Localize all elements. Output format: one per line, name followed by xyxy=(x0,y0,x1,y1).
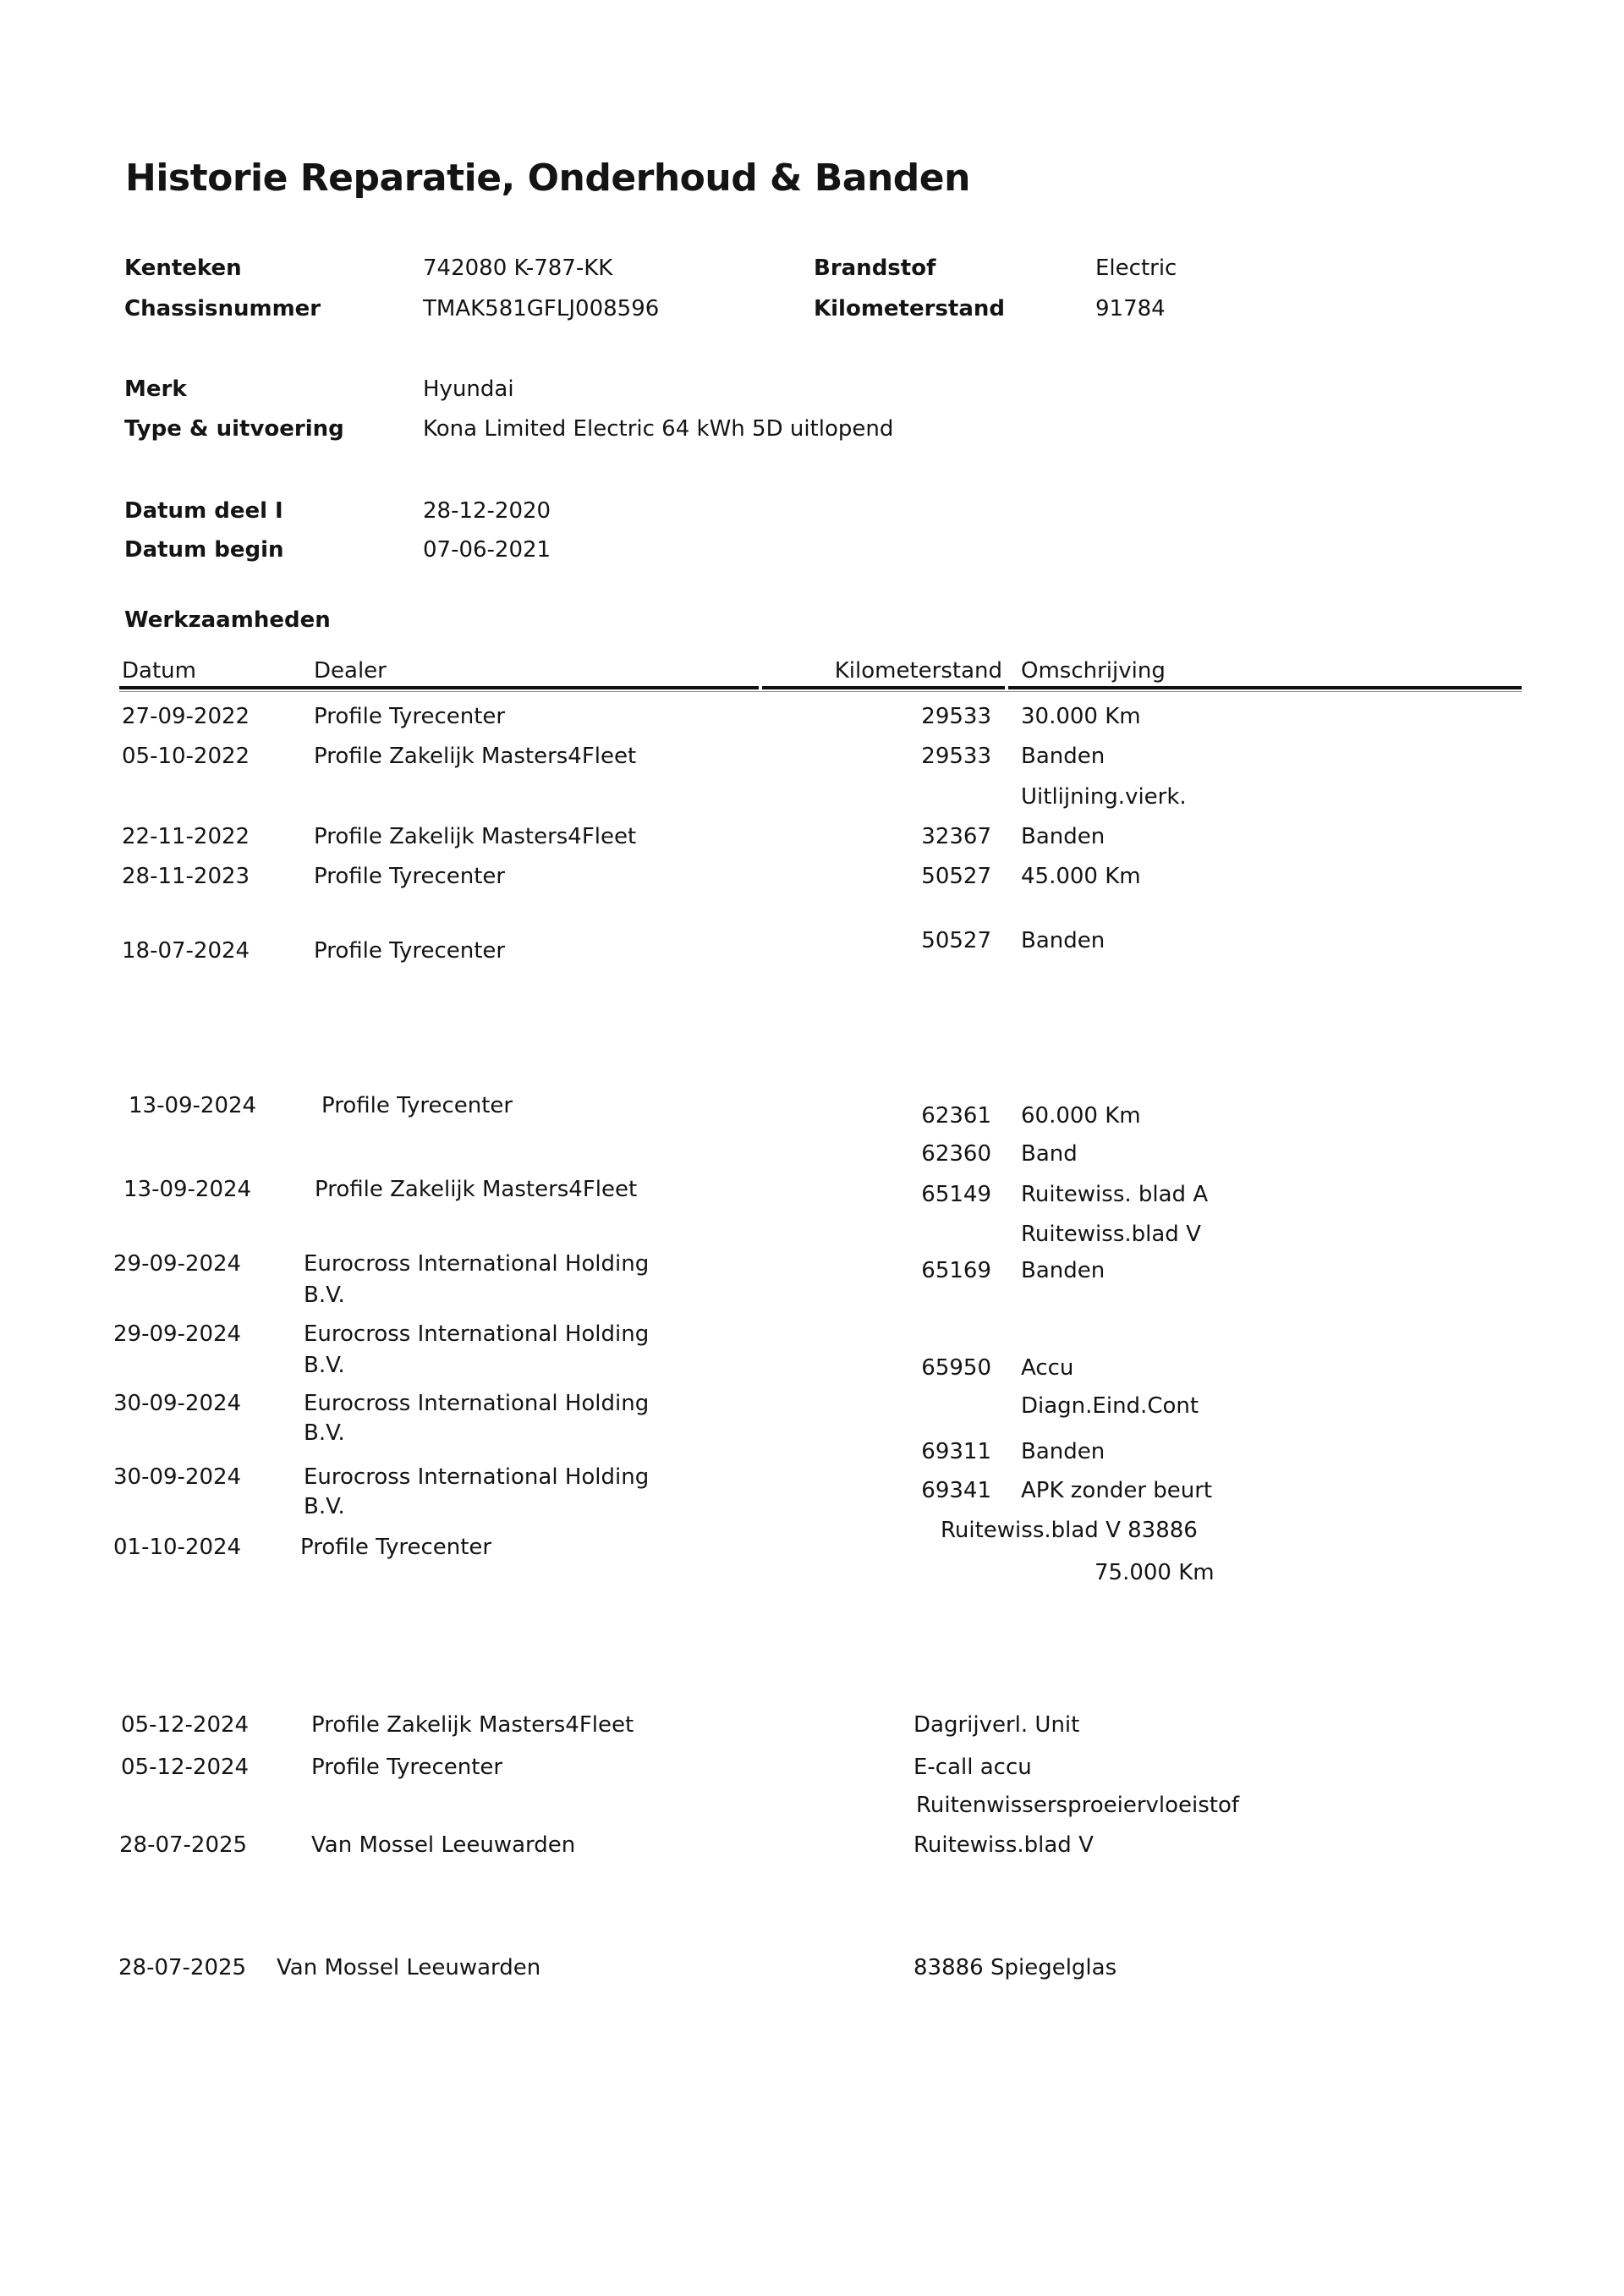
work-row-date: 22-11-2022 xyxy=(122,824,250,849)
work-row-dealer: Profile Tyrecenter xyxy=(300,1535,492,1560)
info-value-merk: Hyundai xyxy=(423,376,514,402)
work-row-dealer: Profile Tyrecenter xyxy=(314,704,506,729)
info-value-datum-begin: 07-06-2021 xyxy=(423,537,551,563)
work-row-dealer: Profile Zakelijk Masters4Fleet xyxy=(315,1177,638,1202)
work-row-dealer: B.V. xyxy=(304,1494,345,1519)
work-row-km: 29533 xyxy=(921,704,991,729)
work-row-dealer: Van Mossel Leeuwarden xyxy=(277,1955,541,1980)
work-row-km: 29533 xyxy=(921,744,991,769)
work-row-desc: Banden xyxy=(1021,824,1106,849)
work-row-date: 30-09-2024 xyxy=(113,1464,242,1490)
work-row-desc: 83886 Spiegelglas xyxy=(914,1955,1117,1980)
work-row-date: 28-11-2023 xyxy=(122,864,250,889)
work-row-desc: 75.000 Km xyxy=(1095,1560,1215,1585)
work-row-date: 28-07-2025 xyxy=(118,1955,247,1980)
header-rule-shadow xyxy=(119,691,1522,692)
work-row-km: 69341 xyxy=(921,1478,991,1503)
column-header-omschrijving: Omschrijving xyxy=(1021,658,1166,684)
work-row-km: 62361 xyxy=(921,1103,991,1129)
work-row-dealer: Profile Zakelijk Masters4Fleet xyxy=(314,824,637,849)
column-header-datum: Datum xyxy=(122,658,196,684)
work-row-desc: 60.000 Km xyxy=(1021,1103,1141,1129)
column-header-dealer: Dealer xyxy=(314,658,387,684)
work-row-dealer: Eurocross International Holding xyxy=(304,1391,650,1416)
work-row-desc: Ruitenwissersproeiervloeistof xyxy=(916,1793,1240,1818)
work-row-desc: Ruitewiss.blad V xyxy=(914,1832,1094,1858)
info-label-merk: Merk xyxy=(124,376,187,402)
info-label-brandstof: Brandstof xyxy=(814,255,936,281)
work-row-km: 69311 xyxy=(921,1439,991,1464)
header-rule-segment xyxy=(119,686,759,689)
work-row-date: 13-09-2024 xyxy=(129,1093,257,1118)
work-row-km: 65149 xyxy=(921,1182,991,1207)
info-label-chassisnummer: Chassisnummer xyxy=(124,296,321,321)
section-heading-werkzaamheden: Werkzaamheden xyxy=(124,607,331,633)
work-row-dealer: Eurocross International Holding xyxy=(304,1464,650,1490)
info-value-kilometerstand: 91784 xyxy=(1095,296,1166,321)
work-row-dealer: Eurocross International Holding xyxy=(304,1251,650,1277)
info-label-kenteken: Kenteken xyxy=(124,255,242,281)
work-row-date: 05-12-2024 xyxy=(121,1755,250,1780)
work-row-dealer: B.V. xyxy=(304,1283,345,1308)
work-row-km: 65169 xyxy=(921,1258,991,1283)
info-label-kilometerstand: Kilometerstand xyxy=(814,296,1006,321)
info-label-datum-deel-1: Datum deel I xyxy=(124,498,283,524)
work-row-date: 29-09-2024 xyxy=(113,1321,242,1347)
work-row-desc: Accu xyxy=(1021,1355,1074,1381)
work-row-desc: Ruitewiss.blad V xyxy=(1021,1222,1201,1247)
work-row-desc: Ruitewiss. blad A xyxy=(1021,1182,1209,1207)
header-rule-segment xyxy=(762,686,1005,689)
work-row-desc: 45.000 Km xyxy=(1021,864,1141,889)
work-row-date: 05-12-2024 xyxy=(121,1712,250,1738)
work-row-date: 13-09-2024 xyxy=(123,1177,252,1202)
work-row-date: 01-10-2024 xyxy=(113,1535,242,1560)
work-row-dealer: B.V. xyxy=(304,1420,345,1446)
work-row-km: 50527 xyxy=(921,864,991,889)
work-row-dealer: Eurocross International Holding xyxy=(304,1321,650,1347)
work-row-dealer: Profile Tyrecenter xyxy=(311,1755,503,1780)
work-row-km: 50527 xyxy=(921,928,991,953)
work-row-date: 18-07-2024 xyxy=(122,938,250,964)
work-row-desc: Banden xyxy=(1021,1258,1106,1283)
work-row-desc: E-call accu xyxy=(914,1755,1032,1780)
work-row-desc: APK zonder beurt xyxy=(1021,1478,1213,1503)
work-row-desc: Uitlijning.vierk. xyxy=(1021,784,1187,810)
column-header-kilometerstand: Kilometerstand xyxy=(834,658,1002,684)
work-row-desc: Diagn.Eind.Cont xyxy=(1021,1393,1199,1419)
work-row-desc: 30.000 Km xyxy=(1021,704,1141,729)
info-value-type-uitvoering: Kona Limited Electric 64 kWh 5D uitlopend xyxy=(423,416,894,442)
work-row-date: 29-09-2024 xyxy=(113,1251,242,1277)
work-row-dealer: Profile Tyrecenter xyxy=(314,938,506,964)
info-value-datum-deel-1: 28-12-2020 xyxy=(423,498,551,524)
work-row-dealer: Profile Tyrecenter xyxy=(321,1093,513,1118)
info-value-kenteken: 742080 K-787-KK xyxy=(423,255,613,281)
work-row-dealer: Profile Zakelijk Masters4Fleet xyxy=(314,744,637,769)
work-row-desc: Banden xyxy=(1021,1439,1106,1464)
work-row-desc: Banden xyxy=(1021,928,1106,953)
work-row-desc: Dagrijverl. Unit xyxy=(914,1712,1080,1738)
work-row-km: 65950 xyxy=(921,1355,991,1381)
header-rule-segment xyxy=(1008,686,1522,689)
work-row-desc: Band xyxy=(1021,1141,1078,1167)
work-row-dealer: Profile Zakelijk Masters4Fleet xyxy=(311,1712,634,1738)
work-row-date: 28-07-2025 xyxy=(119,1832,248,1858)
work-row-date: 27-09-2022 xyxy=(122,704,250,729)
info-value-brandstof: Electric xyxy=(1095,255,1177,281)
work-row-date: 30-09-2024 xyxy=(113,1391,242,1416)
work-row-desc: Banden xyxy=(1021,744,1106,769)
work-row-km: 62360 xyxy=(921,1141,991,1167)
page-title: Historie Reparatie, Onderhoud & Banden xyxy=(125,157,970,200)
work-row-desc: Ruitewiss.blad V 83886 xyxy=(941,1518,1198,1543)
info-label-datum-begin: Datum begin xyxy=(124,537,284,563)
info-value-chassisnummer: TMAK581GFLJ008596 xyxy=(423,296,660,321)
work-row-km: 32367 xyxy=(921,824,991,849)
work-row-dealer: Van Mossel Leeuwarden xyxy=(311,1832,576,1858)
work-row-date: 05-10-2022 xyxy=(122,744,250,769)
work-row-dealer: B.V. xyxy=(304,1353,345,1378)
work-row-dealer: Profile Tyrecenter xyxy=(314,864,506,889)
info-label-type-uitvoering: Type & uitvoering xyxy=(124,416,344,442)
